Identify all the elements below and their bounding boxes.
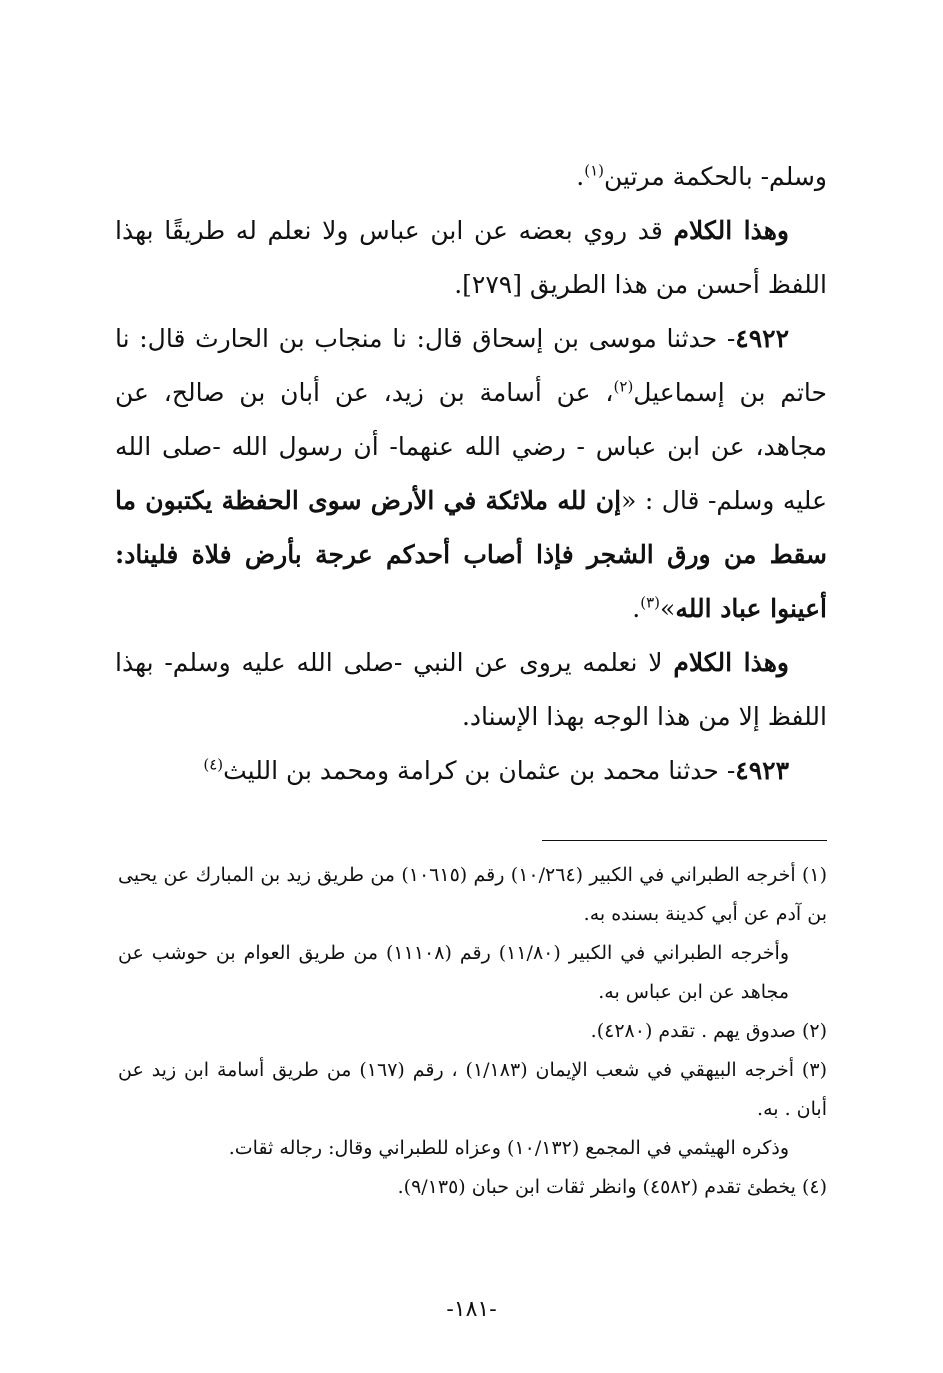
footnote-2: (٢) صدوق يهم . تقدم (٤٢٨٠).	[590, 1020, 827, 1042]
hadith-4923: ٤٩٢٣- حدثنا محمد بن عثمان بن كرامة ومحمد بن الليث$^{(٤)}$	[203, 755, 789, 785]
hadith-number: ٤٩٢٢	[735, 324, 789, 353]
footnote-ref-1: (١)	[584, 161, 604, 180]
hadith-text: إن لله ملائكة في الأرض سوى الحفظة يكتبون ما سقط من ورق الشجر فإذا أصاب أحدكم عرجة بأرض فلاة فليناد: أعينوا عباد الله	[115, 486, 827, 623]
footnote-ref-3: (٣)	[640, 593, 661, 612]
paragraph-commentary-1: وهذا الكلام قد روي بعضه عن ابن عباس ولا نعلم له طريقًا بهذا اللفظ أحسن من هذا الطريق [٢٧٩].	[115, 216, 827, 299]
footnote-1-continued: وأخرجه الطبراني في الكبير (١١/٨٠) رقم (١١١٠٨) من طريق العوام بن حوشب عن مجاهد عن ابن عباس به.	[118, 942, 790, 1003]
footnotes	[118, 856, 827, 1207]
commentary-lead: وهذا الكلام	[673, 216, 789, 245]
footnote-ref-4: (٤)	[203, 755, 224, 774]
paragraph-commentary-2: وهذا الكلام لا نعلمه يروى عن النبي -صلى الله عليه وسلم- بهذا اللفظ إلا من هذا الوجه بهذا الإسناد.	[115, 648, 827, 731]
footnote-3-continued: وذكره الهيثمي في المجمع (١٠/١٣٢) وعزاه للطبراني وقال: رجاله ثقات.	[228, 1137, 789, 1159]
page-number: -١٨١-	[446, 1297, 497, 1322]
footnote-3: (٣) أخرجه البيهقي في شعب الإيمان (١/١٨٣) ، رقم (١٦٧) من طريق أسامة ابن زيد عن أبان . به.	[118, 1059, 827, 1120]
paragraph-continuation: وسلم- بالحكمة مرتين$^{(١)}$.	[576, 161, 827, 191]
commentary-lead: وهذا الكلام	[673, 648, 790, 677]
footnote-divider	[542, 840, 827, 841]
footnote-1: (١) أخرجه الطبراني في الكبير (١٠/٢٦٤) رقم (١٠٦١٥) من طريق زيد بن المبارك عن يحيى بن آدم عن أبي كدينة بسنده به.	[118, 864, 828, 925]
footnote-4: (٤) يخطئ تقدم (٤٥٨٢) وانظر ثقات ابن حبان (٩/١٣٥).	[397, 1176, 827, 1198]
hadith-number: ٤٩٢٣	[735, 756, 789, 785]
main-text	[115, 150, 827, 798]
footnote-ref-2: (٢)	[613, 377, 634, 396]
hadith-4922: ٤٩٢٢- حدثنا موسى بن إسحاق قال: نا منجاب بن الحارث قال: نا حاتم بن إسماعيل$^{(٢)}$، عن أسامة بن زيد، عن أبان بن صالح، عن مجاهد، عن ابن عباس - رضي الله عنهما- أن رسول الله -صلى الله عليه وسلم- قال : «إن لله ملائكة في الأرض سوى الحفظة يكتبون ما سقط من ورق الشجر فإذا أصاب أحدكم عرجة بأرض فلاة فليناد: أعينوا عباد الله»$^{(٣)}$.	[115, 324, 827, 623]
